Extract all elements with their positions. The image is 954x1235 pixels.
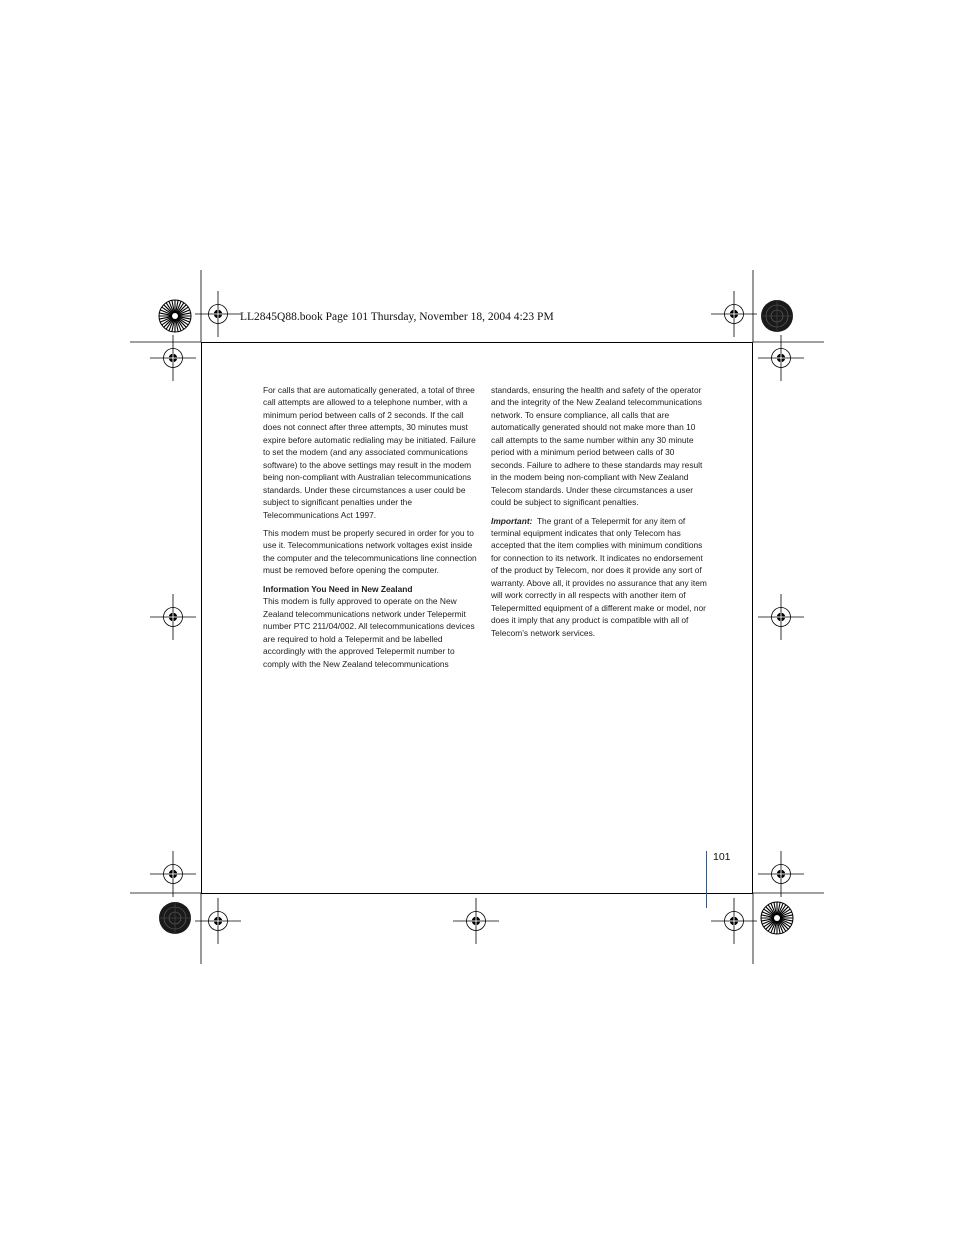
registration-mark-icon bbox=[758, 851, 804, 897]
registration-mark-icon bbox=[195, 898, 241, 944]
star-target-icon bbox=[159, 300, 191, 332]
left-column bbox=[263, 384, 479, 676]
paragraph: standards, ensuring the health and safety of the operator and the integrity of the New Zealand telecommunications network. To ensure compliance, all calls that are automatically generated should not make more than 10 call attempts to the same number within any 30 minute period with a minimum period between calls of 30 seconds. Failure to adhere to these standards may result in the modem being non-compliant with New Zealand Telecom standards. Under these circumstances a user could be subject to significant penalties. bbox=[491, 385, 703, 508]
paragraph: This modem is fully approved to operate on the New Zealand telecommunications network under Telepermit number PTC 211/04/002. All telecommunications devices are required to hold a Telepermit and be labelled accordingly with the approved Telepermit number to comply with the New Zealand telecommunications bbox=[263, 596, 475, 669]
registration-mark-icon bbox=[150, 851, 196, 897]
registration-mark-icon bbox=[711, 291, 757, 337]
registration-mark-icon bbox=[195, 291, 241, 337]
print-slug: LL2845Q88.book Page 101 Thursday, November 18, 2004 4:23 PM bbox=[240, 311, 554, 323]
registration-mark-icon bbox=[758, 594, 804, 640]
right-column bbox=[491, 384, 707, 645]
color-target-icon bbox=[159, 902, 191, 934]
color-target-icon bbox=[761, 300, 793, 332]
important-paragraph bbox=[491, 515, 707, 640]
registration-mark-icon bbox=[150, 594, 196, 640]
star-target-icon bbox=[761, 902, 793, 934]
registration-mark-icon bbox=[711, 898, 757, 944]
section-heading: Information You Need in New Zealand bbox=[263, 583, 413, 594]
page-number: 101 bbox=[713, 851, 731, 863]
important-text: The grant of a Telepermit for any item of terminal equipment indicates that only Telecom has accepted that the item complies with minimum conditions for connection to its network. It indicates no endorsement of the product by Telecom, nor does it provide any sort of warranty. Above all, it provides no assurance that any item will work correctly in all respects with another item of Telepermitted equipment of a different make or model, nor does it imply that any product is compatible with all of Telecom’s network services. bbox=[491, 515, 707, 638]
registration-mark-icon bbox=[453, 898, 499, 944]
important-label: Important: bbox=[491, 515, 533, 526]
page-number-rule bbox=[706, 851, 707, 908]
paragraph: For calls that are automatically generated, a total of three call attempts are allowed to a telephone number, with a minimum period between calls of 2 seconds. If the call does not connect after three attempts, 30 minutes must expire before automatic redialing may be initiated. Failure to set the modem (and any associated communications software) to the above settings may result in the modem being non-compliant with Australian telecommunications standards. Under these circumstances a user could be subject to significant penalties under the Telecommunications Act 1997. bbox=[263, 385, 476, 520]
paragraph: This modem must be properly secured in order for you to use it. Telecommunications network voltages exist inside the computer and the telecommunications line connection must be removed before opening the computer. bbox=[263, 527, 477, 576]
